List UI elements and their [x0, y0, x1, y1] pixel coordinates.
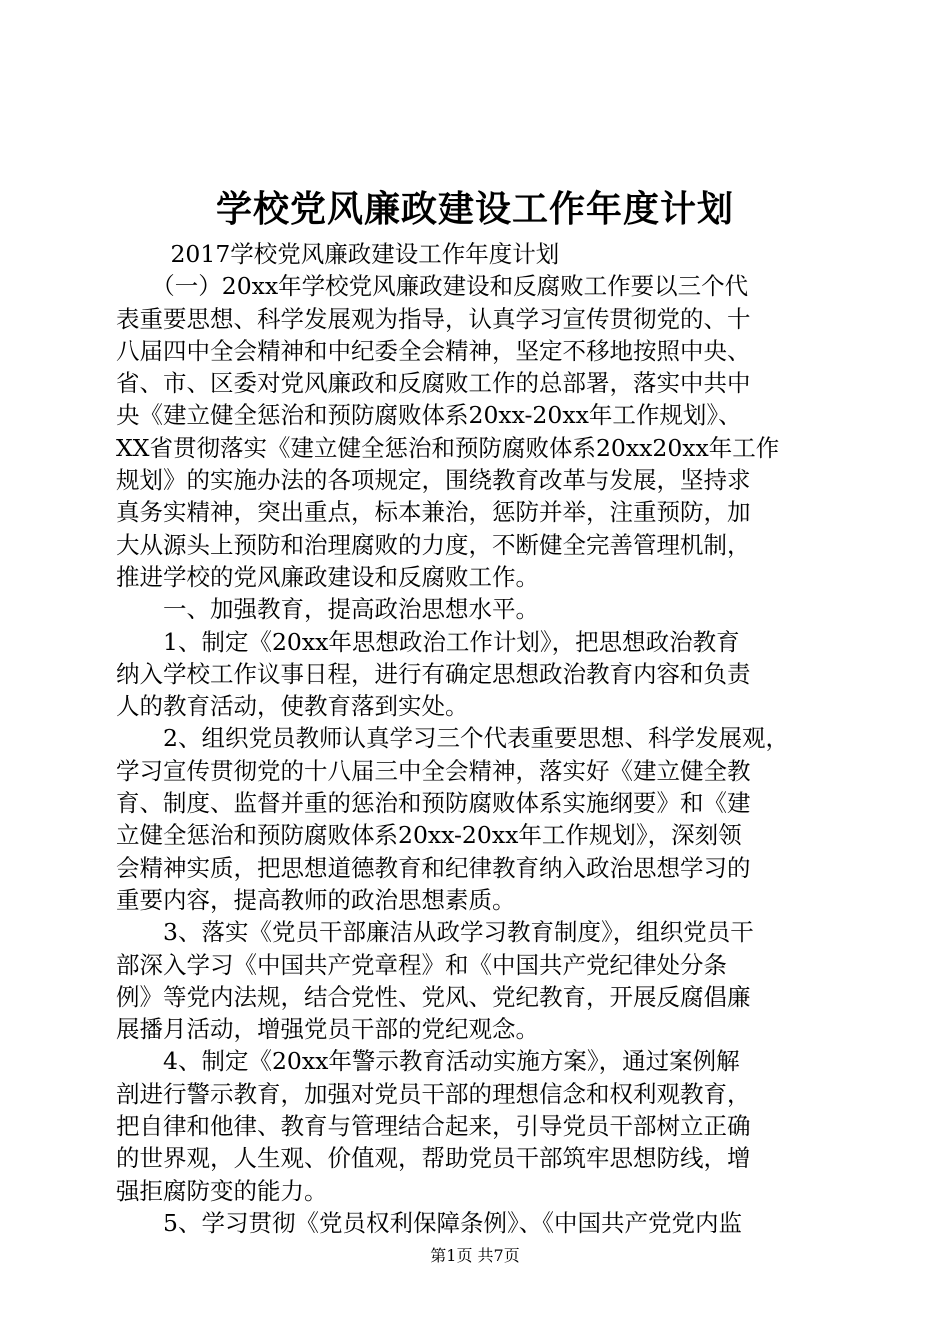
body-line: 的世界观，人生观、价值观，帮助党员干部筑牢思想防线，增 [116, 1144, 751, 1173]
body-line: 例》等党内法规，结合党性、党风、党纪教育，开展反腐倡廉 [116, 982, 751, 1011]
body-line: 把自律和他律、教育与管理结合起来，引导党员干部树立正确 [116, 1112, 751, 1141]
body-line: 1、制定《20xx年思想政治工作计划》，把思想政治教育 [116, 627, 740, 656]
body-line: 规划》的实施办法的各项规定，围绕教育改革与发展，坚持求 [116, 466, 751, 495]
body-line: 部深入学习《中国共产党章程》和《中国共产党纪律处分条 [116, 950, 727, 979]
body-line: 2017学校党风廉政建设工作年度计划 [116, 240, 560, 268]
body-line: 2、组织党员教师认真学习三个代表重要思想、科学发展观， [116, 724, 789, 753]
body-line: 剖进行警示教育，加强对党员干部的理想信念和权利观教育， [116, 1079, 751, 1108]
body-line: 人的教育活动，使教育落到实处。 [116, 692, 469, 721]
body-line: 一、加强教育，提高政治思想水平。 [116, 595, 539, 624]
page-footer: 第1页 共7页 [430, 1246, 520, 1265]
body-line: 八届四中全会精神和中纪委全会精神，坚定不移地按照中央、 [116, 336, 751, 365]
body-line: 央《建立健全惩治和预防腐败体系20xx-20xx年工作规划》、 [116, 401, 742, 430]
body-line: 重要内容，提高教师的政治思想素质。 [116, 885, 516, 914]
document-body [116, 238, 834, 1239]
body-line: 展播月活动，增强党员干部的党纪观念。 [116, 1015, 539, 1044]
body-line: 5、学习贯彻《党员权利保障条例》、《中国共产党党内监 [116, 1208, 742, 1237]
body-line: 3、落实《党员干部廉洁从政学习教育制度》，组织党员干 [116, 918, 754, 947]
body-line: （一）20xx年学校党风廉政建设和反腐败工作要以三个代 [116, 272, 749, 301]
document-title: 学校党风廉政建设工作年度计划 [215, 188, 734, 230]
body-line: 大从源头上预防和治理腐败的力度，不断健全完善管理机制， [116, 530, 751, 559]
body-line: 育、制度、监督并重的惩治和预防腐败体系实施纲要》和《建 [116, 789, 751, 818]
body-line: 立健全惩治和预防腐败体系20xx-20xx年工作规划》，深刻领 [116, 821, 742, 850]
body-line: 纳入学校工作议事日程，进行有确定思想政治教育内容和负责 [116, 659, 751, 688]
body-line: XX省贯彻落实《建立健全惩治和预防腐败体系20xx20xx年工作 [116, 433, 780, 462]
body-line: 学习宣传贯彻党的十八届三中全会精神，落实好《建立健全教 [116, 756, 751, 785]
body-line: 表重要思想、科学发展观为指导，认真学习宣传贯彻党的、十 [116, 304, 751, 333]
body-line: 推进学校的党风廉政建设和反腐败工作。 [116, 562, 539, 591]
body-line: 4、制定《20xx年警示教育活动实施方案》，通过案例解 [116, 1047, 740, 1076]
body-line: 省、市、区委对党风廉政和反腐败工作的总部署，落实中共中 [116, 369, 751, 398]
body-line: 会精神实质，把思想道德教育和纪律教育纳入政治思想学习的 [116, 853, 751, 882]
body-line: 强拒腐防变的能力。 [116, 1176, 328, 1205]
body-line: 真务实精神，突出重点，标本兼治，惩防并举，注重预防，加 [116, 498, 751, 527]
